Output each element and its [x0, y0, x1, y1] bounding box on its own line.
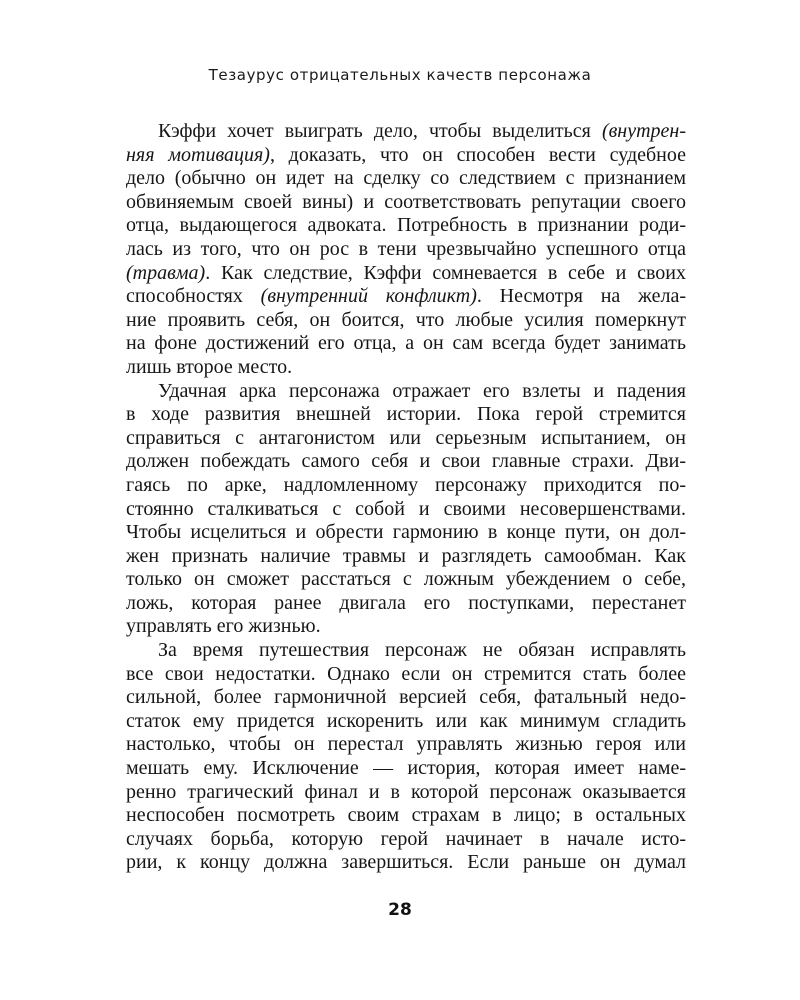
text-line: должен побеждать самого себя и свои главные страхи. Дви-: [126, 450, 686, 473]
text-line: Чтобы исцелиться и обрести гармонию в конце пути, он дол-: [126, 521, 686, 544]
text-line: (травма). Как следствие, Кэффи сомневается в себе и своих: [126, 261, 686, 284]
text-line: рии, к концу должна завершиться. Если раньше он думал: [126, 851, 686, 874]
text-line: За время путешествия персонаж не обязан исправлять: [158, 639, 686, 662]
text-line: сильной, более гармоничной версией себя, фатальный недо-: [126, 686, 686, 709]
text-line: дело (обычно он идет на сделку со следствием с признанием: [126, 167, 686, 190]
text-line: неспособен посмотреть своим страхам в лицо; в остальных: [126, 804, 686, 827]
body-text: [126, 120, 686, 875]
text-line: способностях (внутренний конфликт). Несмотря на жела-: [126, 285, 687, 308]
text-line: обвиняемым своей вины) и соответствовать репутации своего: [126, 190, 686, 213]
text-line: мешать ему. Исключение — история, которая имеет наме-: [126, 757, 686, 780]
text-line: стоянно сталкиваться с собой и своими несовершенствами.: [126, 497, 686, 520]
text-line: ложь, которая ранее двигала его поступками, перестанет: [126, 591, 686, 614]
page-number: 28: [388, 900, 412, 920]
text-line: лишь второе место.: [126, 355, 293, 378]
text-line: гаясь по арке, надломленному персонажу приходится по-: [126, 473, 686, 496]
text-line: статок ему придется искоренить или как минимум сгладить: [126, 709, 686, 732]
text-line: случаях борьба, которую герой начинает в начале исто-: [126, 827, 686, 850]
text-line: настолько, чтобы он перестал управлять жизнью героя или: [126, 733, 686, 756]
text-line: на фоне достижений его отца, а он сам всегда будет занимать: [126, 332, 686, 355]
text-line: ренно трагический финал и в которой персонаж оказывается: [126, 780, 686, 803]
text-line: лась из того, что он рос в тени чрезвычайно успешного отца: [126, 237, 686, 260]
text-line: отца, выдающегося адвоката. Потребность в признании роди-: [126, 214, 686, 237]
text-line: жен признать наличие травмы и разглядеть самообман. Как: [126, 544, 686, 567]
text-line: справиться с антагонистом или серьезным испытанием, он: [126, 426, 686, 449]
text-line: ние проявить себя, он боится, что любые усилия померкнут: [126, 308, 686, 331]
text-line: в ходе развития внешней истории. Пока герой стремится: [126, 403, 686, 426]
text-line: все свои недостатки. Однако если он стремится стать более: [126, 662, 686, 685]
text-line: Кэффи хочет выиграть дело, чтобы выделиться (внутрен-: [158, 120, 686, 142]
text-line: только он сможет расстаться с ложным убеждением о себе,: [126, 568, 686, 591]
text-line: управлять его жизнью.: [126, 615, 321, 638]
text-line: Удачная арка персонажа отражает его взлеты и падения: [158, 379, 686, 402]
running-header-title: Тезаурус отрицательных качеств персонажа: [208, 66, 592, 84]
text-line: няя мотивация), доказать, что он способен вести судебное: [126, 143, 686, 166]
